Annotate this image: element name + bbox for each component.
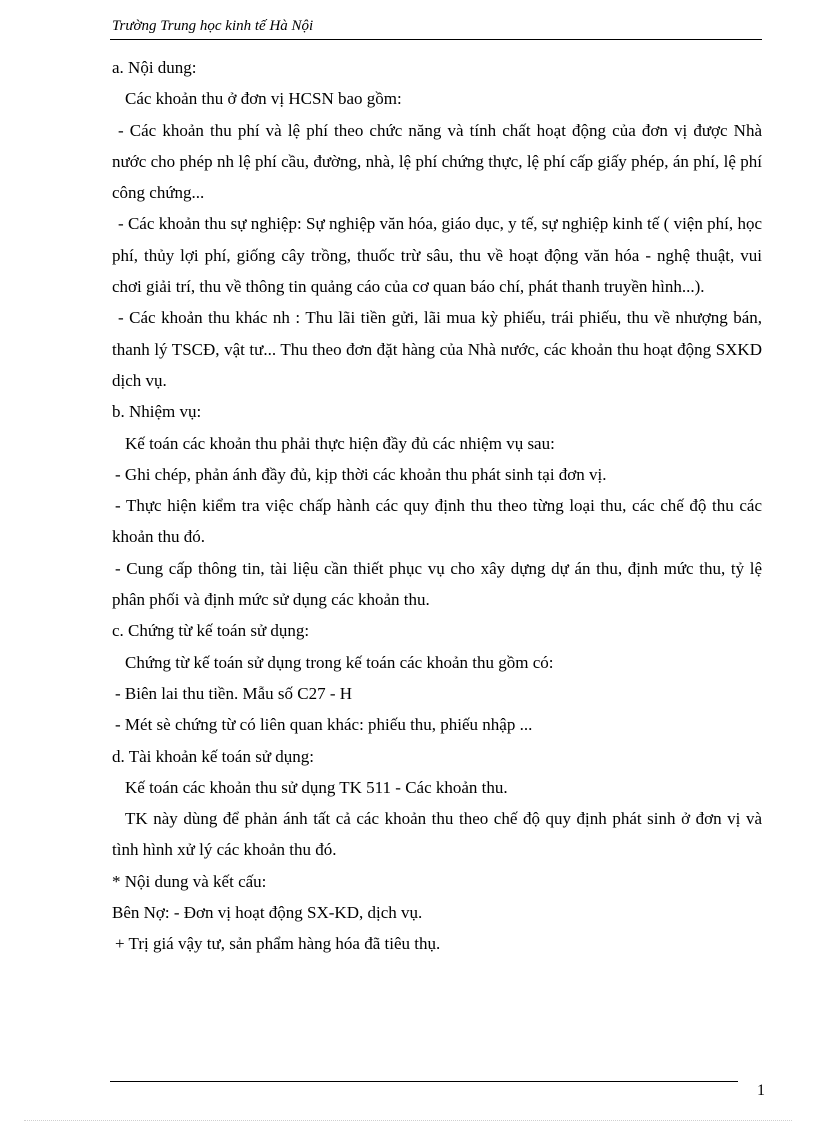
bullet-paragraph: - Các khoản thu sự nghiệp: Sự nghiệp văn hóa, giáo dục, y tế, sự nghiệp kinh tế ( viện phí, học phí, thủy lợi phí, giống cây trồng, thuốc trừ sâu, thu về hoạt động văn hóa - nghệ thuật, vui chơi giải trí, thu về thông tin quảng cáo của cơ quan báo chí, phát thanh truyền hình...). — [112, 214, 762, 297]
bullet-paragraph: - Mét sè chứng từ có liên quan khác: phiếu thu, phiếu nhập ... — [115, 715, 533, 735]
heading-tai-khoan: d. Tài khoản kế toán sử dụng: — [112, 746, 315, 766]
subheading-ket-cau: * Nội dung và kết cấu: — [112, 871, 267, 891]
paragraph: Bên Nợ: - Đơn vị hoạt động SX-KD, dịch vụ. — [112, 903, 423, 923]
page-number: 1 — [757, 1082, 765, 1099]
bullet-paragraph: + Trị giá vậy tư, sản phẩm hàng hóa đã tiêu thụ. — [115, 934, 441, 954]
heading-chung-tu: c. Chứng từ kế toán sử dụng: — [112, 621, 310, 641]
page-bottom-border — [24, 1120, 792, 1121]
bullet-paragraph: - Biên lai thu tiền. Mẫu số C27 - H — [115, 683, 353, 703]
header-divider — [110, 39, 762, 40]
bullet-paragraph: - Các khoản thu khác nh : Thu lãi tiền gửi, lãi mua kỳ phiếu, trái phiếu, thu về nhượng bán, thanh lý TSCĐ, vật tư... Thu theo đơn đặt hàng của Nhà nước, các khoản thu hoạt động SXKD dịch vụ. — [112, 308, 762, 390]
paragraph: Chứng từ kế toán sử dụng trong kế toán các khoản thu gồm có: — [125, 652, 554, 672]
heading-noi-dung: a. Nội dung: — [112, 58, 197, 77]
heading-nhiem-vu: b. Nhiệm vụ: — [112, 402, 202, 422]
document-body — [112, 52, 762, 960]
bullet-paragraph: - Ghi chép, phản ánh đầy đủ, kịp thời các khoản thu phát sinh tại đơn vị. — [115, 464, 607, 484]
page-header: Trường Trung học kinh tế Hà Nội — [112, 18, 314, 34]
paragraph: TK này dùng để phản ánh tất cả các khoản thu theo chế độ quy định phát sinh ở đơn vị và tình hình xử lý các khoản thu đó. — [112, 809, 762, 860]
paragraph: Các khoản thu ở đơn vị HCSN bao gồm: — [125, 89, 402, 109]
bullet-paragraph: - Cung cấp thông tin, tài liệu cần thiết phục vụ cho xây dựng dự án thu, định mức thu, tỷ lệ phân phối và định mức sử dụng các khoản thu. — [112, 558, 762, 610]
bullet-paragraph: - Các khoản thu phí và lệ phí theo chức năng và tính chất hoạt động của đơn vị được Nhà nước cho phép nh lệ phí cầu, đường, nhà, lệ phí chứng thực, lệ phí cấp giấy phép, án phí, lệ phí công chứng... — [112, 120, 762, 203]
footer-divider — [110, 1081, 738, 1082]
bullet-paragraph: - Thực hiện kiểm tra việc chấp hành các quy định thu theo từng loại thu, các chế độ thu các khoản thu đó. — [112, 496, 762, 547]
paragraph: Kế toán các khoản thu phải thực hiện đầy đủ các nhiệm vụ sau: — [125, 433, 555, 453]
paragraph: Kế toán các khoản thu sử dụng TK 511 - Các khoản thu. — [125, 777, 508, 797]
